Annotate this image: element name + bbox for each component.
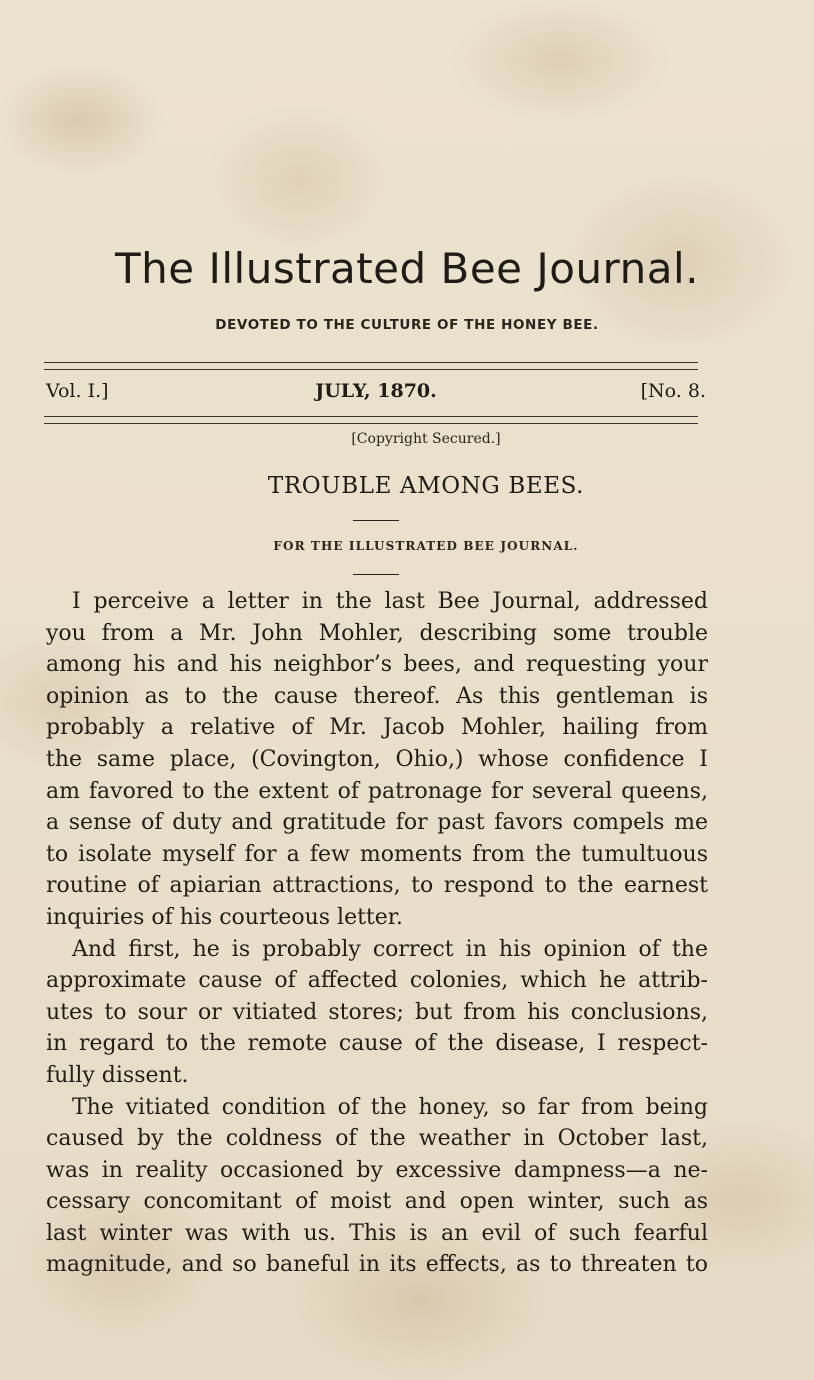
text-line: routine of apiarian attractions, to respond to the earnest — [46, 873, 708, 899]
text-line: last winter was with us. This is an evil of such fearful — [46, 1220, 708, 1246]
text-line: you from a Mr. John Mohler, describing some trouble — [46, 620, 708, 646]
journal-subtitle: DEVOTED TO THE CULTURE OF THE HONEY BEE. — [215, 317, 599, 333]
text-line: am favored to the extent of patronage for several queens, — [46, 778, 708, 804]
text-line: probably a relative of Mr. Jacob Mohler, hailing from — [46, 715, 708, 741]
issue-date: JULY, 1870. — [315, 380, 437, 402]
article-title: TROUBLE AMONG BEES. — [267, 473, 585, 499]
issue-number: [No. 8. — [640, 380, 706, 402]
text-line: magnitude, and so baneful in its effects, as to threaten to — [46, 1252, 708, 1278]
text-line: inquiries of his courteous letter. — [46, 904, 403, 930]
text-line: cessary concomitant of moist and open winter, such as — [46, 1189, 708, 1215]
header-rule-bottom-1 — [44, 416, 698, 417]
text-line: fully dissent. — [46, 1062, 189, 1088]
article-paragraph — [46, 586, 708, 934]
text-line: opinion as to the cause thereof. As this gentleman is — [46, 683, 708, 709]
text-line: among his and his neighbor’s bees, and requesting your — [46, 652, 708, 678]
issue-line — [46, 380, 706, 408]
text-line: a sense of duty and gratitude for past favors compels me — [46, 810, 708, 836]
text-line: approximate cause of affected colonies, which he attrib- — [46, 968, 708, 994]
text-line: The vitiated condition of the honey, so far from being — [72, 1094, 708, 1120]
text-line: caused by the coldness of the weather in October last, — [46, 1126, 708, 1152]
text-line: was in reality occasioned by excessive dampness—a ne- — [46, 1157, 708, 1183]
text-line: the same place, (Covington, Ohio,) whose confidence I — [46, 746, 708, 772]
copyright-notice: [Copyright Secured.] — [351, 431, 501, 447]
text-line: utes to sour or vitiated stores; but from his conclusions, — [46, 999, 708, 1025]
text-line: in regard to the remote cause of the disease, I respect- — [46, 1031, 708, 1057]
article-byline: FOR THE ILLUSTRATED BEE JOURNAL. — [273, 539, 579, 553]
title-divider — [353, 520, 399, 521]
volume-label: Vol. I.] — [46, 380, 109, 402]
journal-title: The Illustrated Bee Journal. — [115, 244, 699, 293]
text-line: And first, he is probably correct in his opinion of the — [72, 936, 708, 962]
article-paragraph — [46, 1092, 708, 1282]
text-line: I perceive a letter in the last Bee Journal, addressed — [72, 589, 708, 614]
header-rule-bottom-2 — [44, 423, 698, 424]
article-body — [46, 586, 708, 1281]
text-line: to isolate myself for a few moments from the tumultuous — [46, 841, 708, 867]
header-rule-top-1 — [44, 362, 698, 363]
byline-divider — [353, 574, 399, 575]
header-rule-top-2 — [44, 369, 698, 370]
article-paragraph — [46, 934, 708, 1092]
